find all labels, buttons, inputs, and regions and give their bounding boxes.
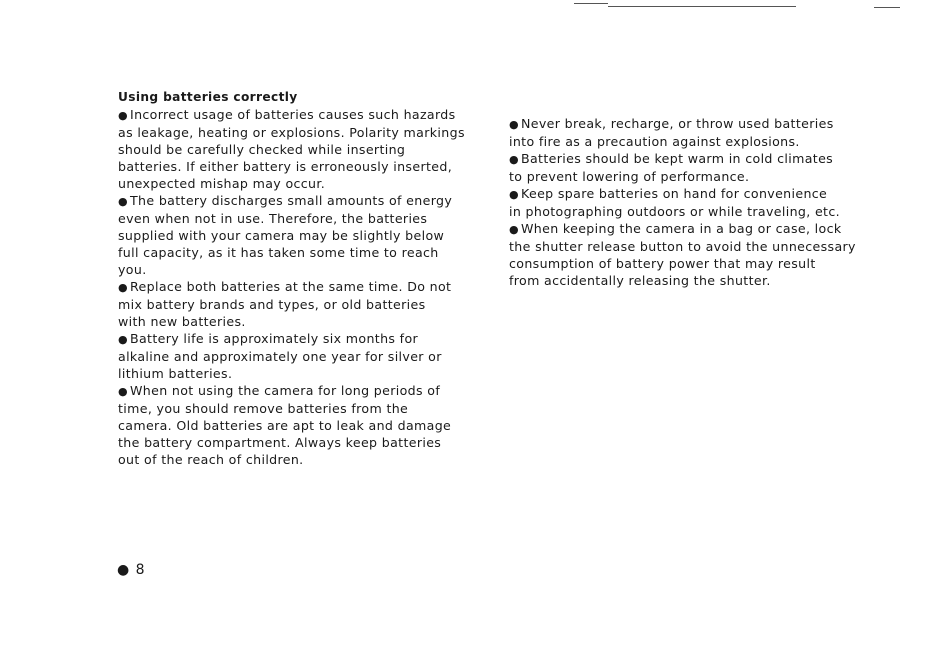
line-text: out of the reach of children. (118, 452, 304, 467)
line-text: the shutter release button to avoid the unnecessary (509, 239, 856, 254)
bullet-icon: ● (118, 281, 128, 294)
text-line (509, 255, 881, 272)
text-line (118, 261, 490, 278)
top-rule-right (874, 7, 900, 8)
text-line (118, 158, 490, 175)
text-line (118, 434, 490, 451)
line-text: should be carefully checked while inserting (118, 142, 406, 157)
line-text: in photographing outdoors or while traveling, etc. (509, 204, 840, 219)
text-line (118, 106, 490, 124)
line-text: mix battery brands and types, or old batteries (118, 297, 426, 312)
top-rule-left (574, 3, 608, 4)
page-number: ● 8 (117, 562, 146, 578)
bullet-paragraph (509, 115, 881, 150)
text-line (509, 203, 881, 220)
text-line (509, 115, 881, 133)
left-paragraphs (118, 106, 490, 468)
text-line (509, 220, 881, 238)
bullet-icon: ● (509, 223, 519, 236)
left-column (118, 89, 490, 468)
bullet-icon: ● (509, 188, 519, 201)
text-line (118, 330, 490, 348)
text-line (118, 400, 490, 417)
line-text: Incorrect usage of batteries causes such hazards (130, 107, 456, 122)
line-text: Keep spare batteries on hand for convenience (521, 186, 828, 201)
text-line (509, 185, 881, 203)
line-text: with new batteries. (118, 314, 246, 329)
text-line (118, 382, 490, 400)
bullet-icon: ● (509, 118, 519, 131)
text-line (118, 244, 490, 261)
text-line (118, 278, 490, 296)
line-text: the battery compartment. Always keep batteries (118, 435, 442, 450)
line-text: When not using the camera for long periods of (130, 383, 441, 398)
text-line (509, 272, 881, 289)
line-text: as leakage, heating or explosions. Polarity markings (118, 125, 465, 140)
text-line (118, 417, 490, 434)
line-text: from accidentally releasing the shutter. (509, 273, 771, 288)
right-paragraphs (509, 115, 881, 289)
text-line (118, 141, 490, 158)
bullet-icon: ● (118, 195, 128, 208)
line-text: Battery life is approximately six months for (130, 331, 419, 346)
right-column (509, 115, 881, 289)
bullet-icon: ● (118, 385, 128, 398)
bullet-icon: ● (118, 333, 128, 346)
text-line (118, 227, 490, 244)
text-line (118, 313, 490, 330)
bullet-paragraph (118, 330, 490, 382)
line-text: into fire as a precaution against explosions. (509, 134, 800, 149)
bullet-paragraph (118, 382, 490, 468)
text-line (118, 192, 490, 210)
text-line (118, 451, 490, 468)
line-text: batteries. If either battery is erroneously inserted, (118, 159, 453, 174)
bullet-paragraph (509, 220, 881, 289)
text-line (509, 150, 881, 168)
text-line (118, 210, 490, 227)
section-heading: Using batteries correctly (118, 90, 298, 104)
line-text: you. (118, 262, 147, 277)
line-text: even when not in use. Therefore, the batteries (118, 211, 428, 226)
line-text: time, you should remove batteries from the (118, 401, 409, 416)
text-line (509, 238, 881, 255)
bullet-icon: ● (118, 109, 128, 122)
text-line (118, 348, 490, 365)
line-text: supplied with your camera may be slightly below (118, 228, 445, 243)
line-text: Never break, recharge, or throw used batteries (521, 116, 834, 131)
bullet-paragraph (118, 192, 490, 278)
bullet-paragraph (509, 185, 881, 220)
bullet-icon: ● (509, 153, 519, 166)
text-line (118, 296, 490, 313)
line-text: camera. Old batteries are apt to leak and damage (118, 418, 452, 433)
text-line (509, 168, 881, 185)
text-line (118, 175, 490, 192)
line-text: The battery discharges small amounts of energy (130, 193, 453, 208)
line-text: alkaline and approximately one year for silver or (118, 349, 442, 364)
top-rule-center (608, 6, 796, 7)
line-text: Replace both batteries at the same time. Do not (130, 279, 452, 294)
line-text: full capacity, as it has taken some time to reach (118, 245, 439, 260)
text-line (118, 365, 490, 382)
line-text: lithium batteries. (118, 366, 233, 381)
text-line (509, 133, 881, 150)
line-text: When keeping the camera in a bag or case, lock (521, 221, 842, 236)
line-text: Batteries should be kept warm in cold climates (521, 151, 834, 166)
text-line (118, 124, 490, 141)
line-text: consumption of battery power that may result (509, 256, 816, 271)
line-text: unexpected mishap may occur. (118, 176, 326, 191)
bullet-paragraph (118, 106, 490, 192)
bullet-paragraph (118, 278, 490, 330)
bullet-paragraph (509, 150, 881, 185)
line-text: to prevent lowering of performance. (509, 169, 750, 184)
